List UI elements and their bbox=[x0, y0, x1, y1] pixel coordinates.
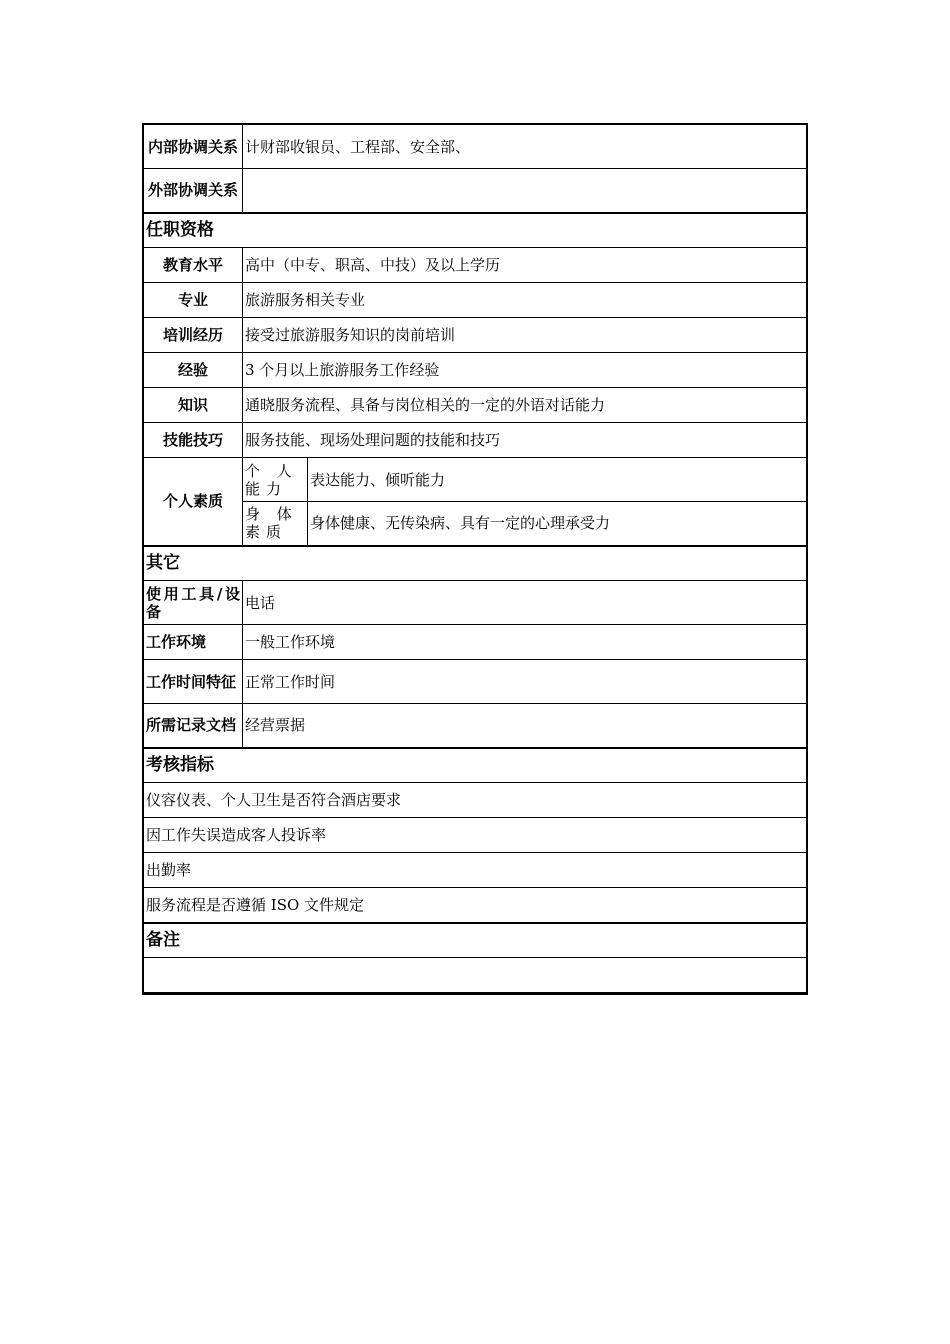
other-label: 工作环境 bbox=[144, 625, 243, 660]
assessment-row bbox=[144, 783, 807, 818]
qualification-row bbox=[144, 318, 807, 353]
assessment-item: 出勤率 bbox=[144, 853, 807, 888]
qualification-value: 接受过旅游服务知识的岗前培训 bbox=[243, 318, 807, 353]
other-row bbox=[144, 625, 807, 660]
assessment-row bbox=[144, 818, 807, 853]
assessment-item: 服务流程是否遵循 ISO 文件规定 bbox=[144, 888, 807, 923]
physical-quality-label: 身 体 素质 bbox=[243, 502, 308, 546]
qualification-row bbox=[144, 248, 807, 283]
qualification-value: 高中（中专、职高、中技）及以上学历 bbox=[243, 248, 807, 283]
section-qualifications-title: 任职资格 bbox=[144, 213, 807, 248]
qualification-label: 经验 bbox=[144, 353, 243, 388]
personal-quality-row bbox=[144, 458, 807, 502]
qualification-value: 服务技能、现场处理问题的技能和技巧 bbox=[243, 423, 807, 458]
qualification-value: 3 个月以上旅游服务工作经验 bbox=[243, 353, 807, 388]
other-value: 正常工作时间 bbox=[243, 660, 807, 704]
other-value: 电话 bbox=[243, 581, 807, 625]
qualification-label: 培训经历 bbox=[144, 318, 243, 353]
qualification-row bbox=[144, 388, 807, 423]
other-row bbox=[144, 704, 807, 748]
qualification-value: 通晓服务流程、具备与岗位相关的一定的外语对话能力 bbox=[243, 388, 807, 423]
external-coordination-value bbox=[243, 169, 807, 213]
other-label: 使用工具/设备 bbox=[144, 581, 243, 625]
other-label: 所需记录文档 bbox=[144, 704, 243, 748]
external-coordination-label: 外部协调关系 bbox=[144, 169, 243, 213]
personal-ability-value: 表达能力、倾听能力 bbox=[308, 458, 807, 502]
qualification-label: 专业 bbox=[144, 283, 243, 318]
qualification-row bbox=[144, 353, 807, 388]
job-description-table bbox=[143, 124, 807, 994]
personal-quality-label: 个人素质 bbox=[144, 458, 243, 546]
internal-coordination-value: 计财部收银员、工程部、安全部、 bbox=[243, 125, 807, 169]
assessment-row bbox=[144, 853, 807, 888]
other-value: 一般工作环境 bbox=[243, 625, 807, 660]
internal-coordination-label: 内部协调关系 bbox=[144, 125, 243, 169]
assessment-item: 因工作失误造成客人投诉率 bbox=[144, 818, 807, 853]
physical-quality-row bbox=[144, 502, 807, 546]
qualification-value: 旅游服务相关专业 bbox=[243, 283, 807, 318]
other-value: 经营票据 bbox=[243, 704, 807, 748]
other-label: 工作时间特征 bbox=[144, 660, 243, 704]
qualification-row bbox=[144, 283, 807, 318]
other-row bbox=[144, 660, 807, 704]
remarks-value bbox=[144, 958, 807, 993]
internal-coordination-row bbox=[144, 125, 807, 169]
qualification-label: 知识 bbox=[144, 388, 243, 423]
qualification-label: 技能技巧 bbox=[144, 423, 243, 458]
section-assessment-row bbox=[144, 748, 807, 783]
section-remarks-row bbox=[144, 923, 807, 958]
personal-ability-label: 个 人 能力 bbox=[243, 458, 308, 502]
physical-quality-value: 身体健康、无传染病、具有一定的心理承受力 bbox=[308, 502, 807, 546]
section-assessment-title: 考核指标 bbox=[144, 748, 807, 783]
assessment-row bbox=[144, 888, 807, 923]
remarks-row bbox=[144, 958, 807, 993]
qualification-label: 教育水平 bbox=[144, 248, 243, 283]
section-remarks-title: 备注 bbox=[144, 923, 807, 958]
assessment-item: 仪容仪表、个人卫生是否符合酒店要求 bbox=[144, 783, 807, 818]
section-qualifications-row bbox=[144, 213, 807, 248]
qualification-row bbox=[144, 423, 807, 458]
section-other-row bbox=[144, 546, 807, 581]
other-row bbox=[144, 581, 807, 625]
section-other-title: 其它 bbox=[144, 546, 807, 581]
external-coordination-row bbox=[144, 169, 807, 213]
